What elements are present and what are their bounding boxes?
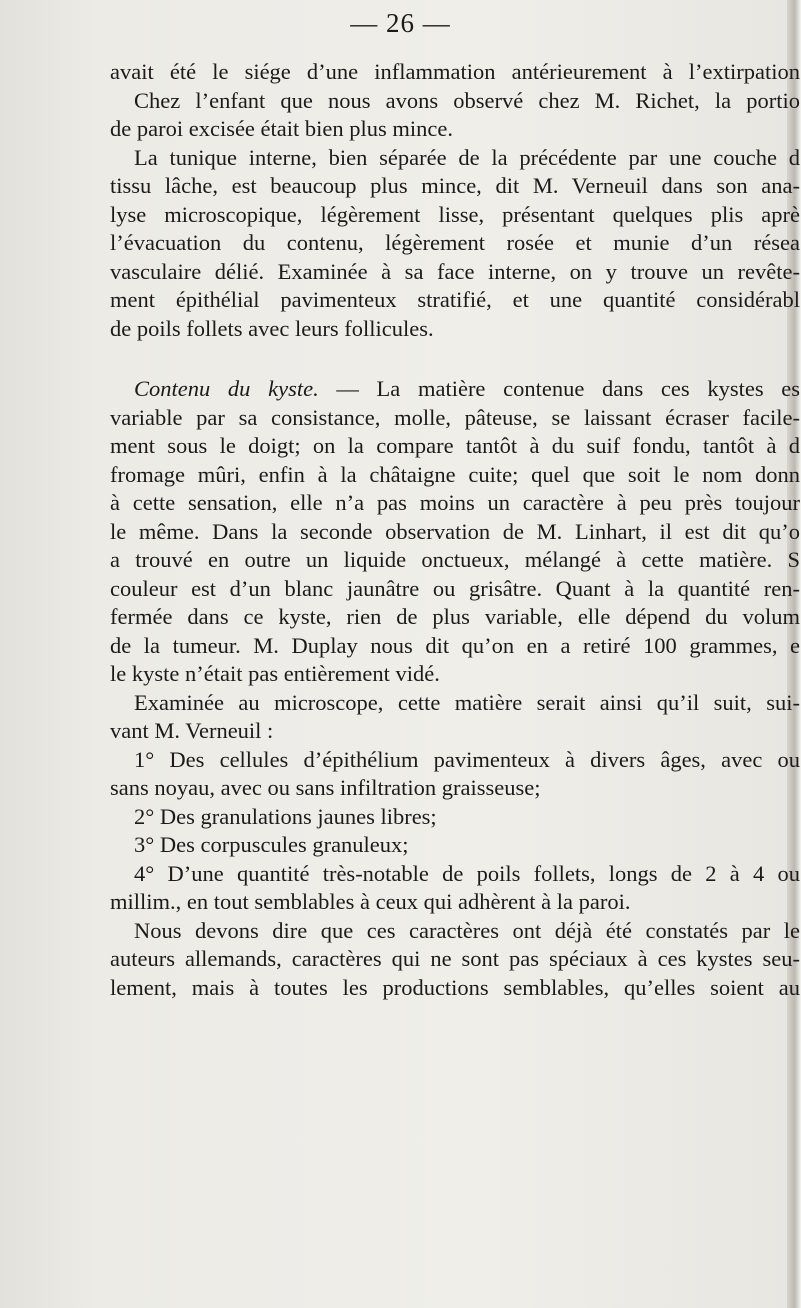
text-line: La tunique interne, bien séparée de la précédente par une couche d	[134, 144, 800, 170]
list-item: 1° Des cellules d’épithélium pavimenteux à divers âges, avec ou	[134, 746, 800, 772]
text-line: variable par sa consistance, molle, pâteuse, se laissant écraser facile-	[110, 404, 800, 430]
text-line: de paroi excisée était bien plus mince.	[110, 116, 453, 141]
text-line: Contenu du kyste. — La matière contenue dans ces kystes es	[134, 376, 800, 401]
text-line: Nous devons dire que ces caractères ont déjà été constatés par le	[134, 917, 800, 943]
text-line: couleur est d’un blanc jaunâtre ou grisâtre. Quant à la quantité ren-	[110, 575, 800, 601]
text-line: le kyste n’était pas entièrement vidé.	[110, 661, 440, 686]
text-line: vant M. Verneuil :	[110, 718, 274, 743]
text-line: l’évacuation du contenu, légèrement rosée et munie d’un résea	[110, 230, 800, 255]
paragraph-gap	[110, 343, 800, 375]
page-number: — 26 —	[350, 8, 451, 38]
section-heading: Contenu du kyste.	[134, 376, 319, 401]
text-line: lement, mais à toutes les productions semblables, qu’elles soient au	[110, 974, 800, 1000]
text-line: Examinée au microscope, cette matière serait ainsi qu’il suit, sui-	[134, 689, 800, 715]
text-line: ment sous le doigt; on la compare tantôt à du suif fondu, tantôt à d	[110, 433, 800, 458]
text-line: auteurs allemands, caractères qui ne sont pas spéciaux à ces kystes seu-	[110, 946, 800, 971]
text-line: a trouvé en outre un liquide onctueux, mélangé à cette matière. S	[110, 547, 800, 572]
list-item: 2° Des granulations jaunes libres;	[134, 803, 437, 829]
text-line: de poils follets avec leurs follicules.	[110, 315, 434, 341]
text-line: le même. Dans la seconde observation de M. Linhart, il est dit qu’o	[110, 518, 800, 544]
list-item-continuation: millim., en tout semblables à ceux qui adhèrent à la paroi.	[110, 889, 631, 914]
list-item: 3° Des corpuscules granuleux;	[134, 832, 409, 857]
text-line: fromage mûri, enfin à la châtaigne cuite; quel que soit le nom donn	[110, 461, 800, 487]
paragraph-contenu	[110, 375, 800, 1002]
text-line: lyse microscopique, légèrement lisse, présentant quelques plis aprè	[110, 201, 800, 227]
body-text	[110, 58, 800, 1002]
list-item-continuation: sans noyau, avec ou sans infiltration graisseuse;	[110, 775, 541, 800]
text-line: fermée dans ce kyste, rien de plus variable, elle dépend du volum	[110, 604, 800, 629]
text-line: à cette sensation, elle n’a pas moins un caractère à peu près toujour	[110, 490, 800, 515]
paragraph-continuation	[110, 58, 800, 343]
text-line: vasculaire délié. Examinée à sa face interne, on y trouve un revête-	[110, 258, 800, 284]
text-line: tissu lâche, est beaucoup plus mince, dit M. Verneuil dans son ana-	[110, 173, 800, 198]
text-line: avait été le siége d’une inflammation antérieurement à l’extirpation	[110, 59, 800, 84]
text-line: Chez l’enfant que nous avons observé chez M. Richet, la portio	[134, 87, 800, 113]
text-line: ment épithélial pavimenteux stratifié, et une quantité considérabl	[110, 287, 800, 312]
list-item: 4° D’une quantité très-notable de poils follets, longs de 2 à 4 ou	[134, 860, 800, 886]
text-line: de la tumeur. M. Duplay nous dit qu’on en a retiré 100 grammes, e	[110, 632, 800, 658]
